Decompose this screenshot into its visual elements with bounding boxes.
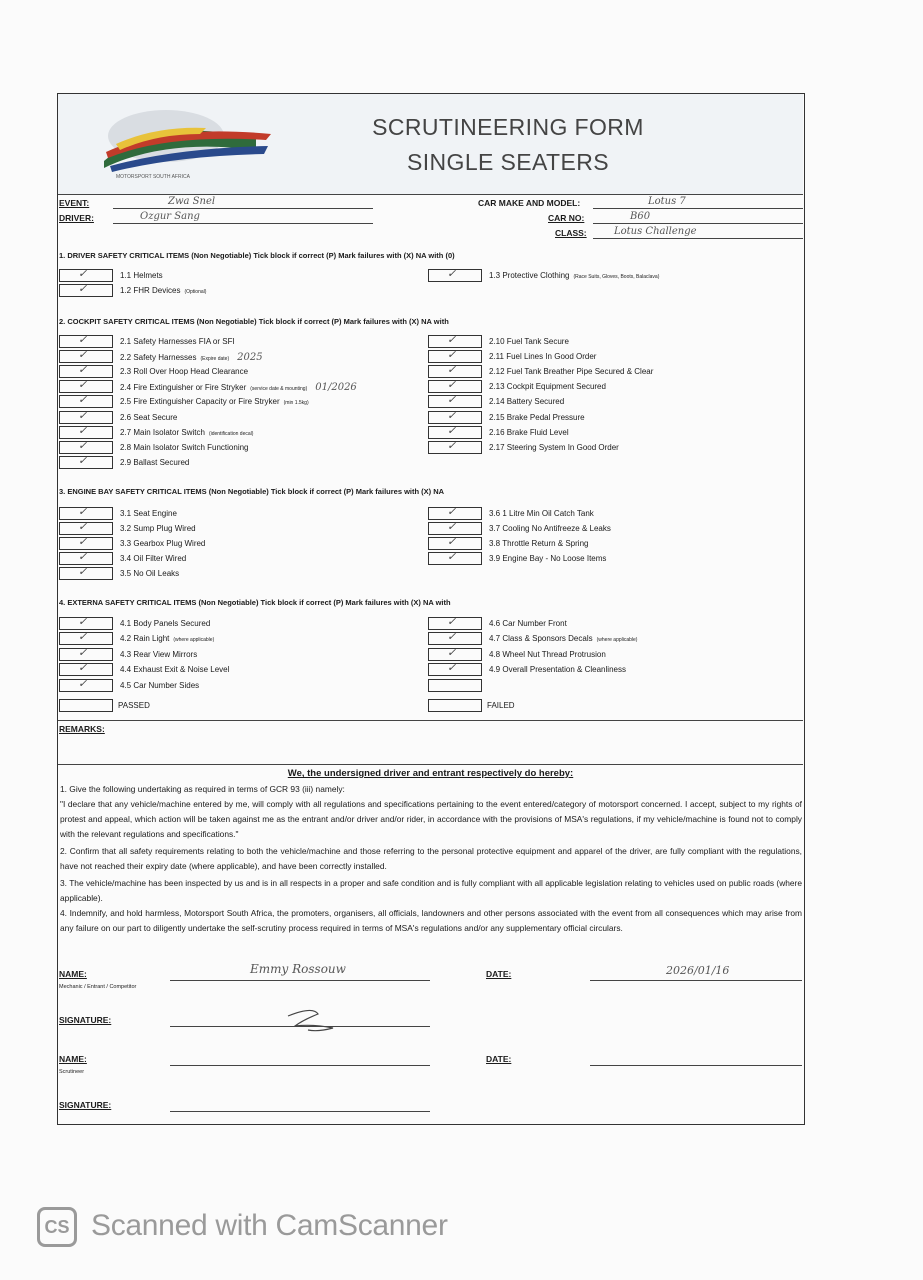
checklist-item-label (120, 650, 201, 659)
form-title-line1: SCRUTINEERING FORM (372, 114, 644, 140)
item-note: (Expire date) (200, 356, 230, 363)
check-mark-icon: ✓ (78, 409, 88, 422)
item-text: 3.3 Gearbox Plug Wired (120, 539, 206, 549)
car-no-label: CAR NO: (548, 213, 585, 223)
check-mark-icon: ✓ (78, 394, 88, 407)
car-make-field[interactable] (593, 208, 803, 209)
item-text: 2.4 Fire Extinguisher or Fire Stryker (120, 383, 247, 393)
checklist-item-label (489, 554, 610, 563)
checkbox-s3-left-4[interactable] (59, 567, 113, 580)
item-text: 2.17 Steering System In Good Order (489, 442, 619, 452)
signature-label: SIGNATURE: (59, 1015, 112, 1025)
checklist-item-label (120, 634, 214, 643)
item-note: (service date & mounting) (250, 386, 308, 393)
checkbox-s1-left-0[interactable] (59, 269, 113, 282)
check-mark-icon: ✓ (447, 551, 457, 564)
signature-mark (283, 1006, 343, 1036)
check-mark-icon: ✓ (78, 268, 88, 280)
item-text: 4.6 Car Number Front (489, 619, 567, 628)
checkbox-s4-right-2[interactable] (428, 648, 482, 661)
scrutineer-signature-label: SIGNATURE: (59, 1100, 112, 1110)
scrutineer-name-field[interactable] (170, 1065, 430, 1066)
checkbox-s2-right-6[interactable] (428, 426, 482, 439)
item-text: 2.2 Safety Harnesses (120, 353, 197, 363)
form-title-line2: SINGLE SEATERS (406, 149, 609, 175)
checkbox-s1-right-0[interactable] (428, 269, 482, 282)
section2-heading: 2. COCKPIT SAFETY CRITICAL ITEMS (Non Negotiable) Tick block if correct (P) Mark failures with (X) NA with (59, 317, 449, 326)
declaration-p2: "I declare that any vehicle/machine entered by me, will comply with all regulations and specifications pertaining to the event entered/category of motorsport concerned. I accept, subject to my rights of protest and appeal, which action will be taken against me as the entrant and/or driver and/or rider, in accordance with the provisions of MSA's regulations, if my vehicle/machine is found not to comply with the relevant regulations and specifications." (60, 799, 802, 839)
checklist-item-label (120, 619, 214, 628)
item-note: (Optional) (184, 289, 207, 295)
checklist-item-label (120, 382, 357, 393)
scrutineer-signature-field[interactable] (170, 1111, 430, 1112)
driver-label: DRIVER: (59, 213, 94, 223)
item-text: 3.9 Engine Bay - No Loose Items (489, 554, 607, 564)
check-mark-icon: ✓ (447, 394, 457, 407)
checkbox-s4-left-4[interactable] (59, 679, 113, 692)
check-mark-icon: ✓ (78, 454, 88, 467)
checkbox-s4-left-1[interactable] (59, 632, 113, 645)
checkbox-s2-right-1[interactable] (428, 350, 482, 363)
item-text: 2.16 Brake Fluid Level (489, 427, 569, 437)
section3-heading: 3. ENGINE BAY SAFETY CRITICAL ITEMS (Non Negotiable) Tick block if correct (P) Mark failures with (X) NA (59, 487, 445, 496)
car-no-field[interactable] (593, 223, 803, 224)
checklist-item-label (120, 681, 203, 690)
item-text: 3.6 1 Litre Min Oil Catch Tank (489, 509, 594, 518)
driver-value: Ozgur Sang (140, 211, 200, 222)
failed-box[interactable] (428, 699, 482, 712)
scrutineer-sublabel: Scrutineer (59, 1069, 85, 1075)
item-text: 4.9 Overall Presentation & Cleanliness (489, 665, 626, 675)
checklist-item-label (120, 352, 263, 363)
check-mark-icon: ✓ (447, 364, 457, 377)
event-label: EVENT: (59, 198, 90, 208)
checkbox-s4-right-4[interactable] (428, 679, 482, 692)
checkbox-s4-right-3[interactable] (428, 663, 482, 676)
check-mark-icon: ✓ (78, 379, 88, 392)
checkbox-s4-left-0[interactable] (59, 617, 113, 630)
checklist-item-label (489, 539, 592, 548)
checkbox-s2-left-0[interactable] (59, 335, 113, 348)
check-mark-icon: ✓ (447, 439, 457, 452)
item-text: 2.13 Cockpit Equipment Secured (489, 382, 606, 392)
checkbox-s2-left-7[interactable] (59, 441, 113, 454)
declaration-p4: 3. The vehicle/machine has been inspected by us and is in all respects in a proper and safe condition and is fully compliant with all applicable legislation relating to vehicles used on public roads (where applicable). (60, 878, 802, 903)
checkbox-s3-left-3[interactable] (59, 552, 113, 565)
checklist-item-label (489, 397, 568, 406)
checklist-item-label (489, 443, 623, 452)
item-note: (where applicable) (173, 637, 215, 644)
name-sublabel: Mechanic / Entrant / Competitor (59, 984, 137, 990)
car-make-value: Lotus 7 (648, 196, 686, 207)
declaration-p5: 4. Indemnify, and hold harmless, Motorsport South Africa, the promoters, organisers, all officials, landowners and other persons associated with the event from all consequences which may arise from any failure on our part to diligently undertake the self-scrutiny process required in terms of MSA's regulations and/or any supplementary official circulars. (60, 908, 802, 933)
checkbox-s4-right-0[interactable] (428, 617, 482, 630)
logo-text: MOTORSPORT SOUTH AFRICA (116, 174, 190, 180)
check-mark-icon: ✓ (447, 424, 457, 437)
item-text: 3.2 Sump Plug Wired (120, 524, 196, 534)
item-text: 2.6 Seat Secure (120, 412, 178, 422)
item-text: 4.4 Exhaust Exit & Noise Level (120, 665, 230, 675)
check-mark-icon: ✓ (78, 677, 88, 690)
checklist-item-label (489, 352, 600, 361)
passed-label: PASSED (118, 701, 150, 710)
check-mark-icon: ✓ (78, 536, 88, 549)
checkbox-s2-left-2[interactable] (59, 365, 113, 378)
checklist-item-label (120, 509, 181, 518)
item-text: 3.8 Throttle Return & Spring (489, 539, 589, 549)
item-text: 2.14 Battery Secured (489, 397, 565, 407)
passed-box[interactable] (59, 699, 113, 712)
item-text: 2.10 Fuel Tank Secure (489, 337, 569, 346)
item-text: 4.8 Wheel Nut Thread Protrusion (489, 649, 606, 659)
item-text: 3.1 Seat Engine (120, 509, 177, 518)
item-note: (where applicable) (596, 637, 638, 644)
msa-logo (96, 106, 276, 181)
item-text: 4.1 Body Panels Secured (120, 619, 211, 628)
checkbox-s2-left-4[interactable] (59, 395, 113, 408)
checklist-item-label (120, 665, 233, 674)
checklist-item-label (120, 428, 253, 437)
checkbox-s2-left-3[interactable] (59, 380, 113, 393)
check-mark-icon: ✓ (78, 364, 88, 377)
check-mark-icon: ✓ (447, 379, 457, 392)
checkbox-s3-left-1[interactable] (59, 522, 113, 535)
handwritten-date: 01/2026 (315, 382, 357, 394)
checklist-item-label (489, 524, 615, 533)
check-mark-icon: ✓ (78, 349, 88, 362)
check-mark-icon: ✓ (78, 551, 88, 564)
checklist-item-label (489, 428, 573, 437)
checklist-item-label (489, 337, 573, 346)
check-mark-icon: ✓ (447, 506, 457, 518)
car-make-label: CAR MAKE AND MODEL: (478, 198, 581, 208)
remarks-label: REMARKS: (59, 724, 105, 734)
declaration-p3: 2. Confirm that all safety requirements relating to both the vehicle/machine and those referring to the personal protective equipment and apparel of the driver, are fully compliant with the regulations, have not reached their expiry date (where applicable), and have been correctly installed. (60, 846, 802, 871)
check-mark-icon: ✓ (78, 662, 88, 675)
failed-label: FAILED (487, 701, 515, 710)
item-text: 2.8 Main Isolator Switch Functioning (120, 442, 249, 452)
check-mark-icon: ✓ (447, 349, 457, 362)
declaration-p1: 1. Give the following undertaking as required in terms of GCR 93 (iii) namely: (60, 784, 345, 794)
checklist-item-label (489, 271, 659, 280)
item-text: 3.5 No Oil Leaks (120, 569, 180, 579)
checkbox-s2-left-5[interactable] (59, 411, 113, 424)
item-note: (Race Suits, Gloves, Boots, Balaclava) (573, 274, 660, 280)
checkbox-s2-left-1[interactable] (59, 350, 113, 363)
checkbox-s4-left-3[interactable] (59, 663, 113, 676)
item-text: 4.3 Rear View Mirrors (120, 649, 198, 659)
form-header (58, 94, 803, 195)
checkbox-s4-left-2[interactable] (59, 648, 113, 661)
check-mark-icon: ✓ (447, 521, 457, 534)
scrutineer-name-label: NAME: (59, 1054, 87, 1064)
checkbox-s3-right-0[interactable] (428, 507, 482, 520)
item-text: 1.3 Protective Clothing (489, 271, 570, 280)
event-field[interactable] (113, 208, 373, 209)
date-label: DATE: (486, 969, 512, 979)
event-value: Zwa Snel (168, 196, 216, 207)
item-text: 2.12 Fuel Tank Breather Pipe Secured & Clear (489, 367, 654, 377)
checklist-item-label (489, 634, 637, 643)
checklist-item-label (120, 337, 239, 346)
check-mark-icon: ✓ (447, 334, 457, 346)
checkbox-s2-right-0[interactable] (428, 335, 482, 348)
section4-heading: 4. EXTERNA SAFETY CRITICAL ITEMS (Non Negotiable) Tick block if correct (P) Mark failures with (X) NA with (59, 598, 451, 607)
checklist-item-label (120, 554, 190, 563)
check-mark-icon: ✓ (78, 631, 88, 644)
checklist-item-label (489, 665, 630, 674)
checklist-item-label (489, 619, 571, 628)
checkbox-s4-right-1[interactable] (428, 632, 482, 645)
checklist-item-label (120, 458, 193, 467)
checkbox-s3-right-3[interactable] (428, 552, 482, 565)
item-text: 4.5 Car Number Sides (120, 680, 200, 690)
checkbox-s3-left-2[interactable] (59, 537, 113, 550)
name-label: NAME: (59, 969, 87, 979)
item-note: (min 1.5kg) (283, 400, 309, 407)
checkbox-s3-right-2[interactable] (428, 537, 482, 550)
checklist-item-label (489, 509, 598, 518)
driver-field[interactable] (113, 223, 373, 224)
checklist-item-label (120, 569, 183, 578)
checklist-item-label (489, 681, 493, 690)
divider (58, 720, 803, 721)
item-text: 2.9 Ballast Secured (120, 457, 190, 467)
name-field[interactable] (170, 980, 430, 981)
car-no-value: B60 (630, 211, 651, 222)
item-text: 2.5 Fire Extinguisher Capacity or Fire Stryker (120, 397, 280, 407)
checklist-item-label (120, 397, 309, 406)
camscanner-text: Scanned with CamScanner (91, 1209, 448, 1242)
class-value: Lotus Challenge (614, 226, 697, 237)
handwritten-date: 2025 (237, 352, 263, 364)
declaration-title: We, the undersigned driver and entrant respectively do hereby: (287, 768, 574, 779)
checklist-item-label (120, 443, 253, 452)
divider (58, 764, 803, 765)
checkbox-s2-left-8[interactable] (59, 456, 113, 469)
declaration-text (60, 782, 802, 936)
checklist-item-label (489, 413, 589, 422)
check-mark-icon: ✓ (78, 424, 88, 437)
item-text: 2.15 Brake Pedal Pressure (489, 412, 585, 422)
name-value: Emmy Rossouw (250, 962, 346, 976)
item-text: 2.1 Safety Harnesses FIA or SFI (120, 337, 235, 346)
checklist-item-label (120, 524, 200, 533)
check-mark-icon: ✓ (447, 409, 457, 422)
check-mark-icon: ✓ (78, 334, 88, 346)
item-text: 2.7 Main Isolator Switch (120, 427, 205, 437)
section1-heading: 1. DRIVER SAFETY CRITICAL ITEMS (Non Negotiable) Tick block if correct (P) Mark failures with (X) NA with (0) (59, 251, 455, 260)
scrutineering-form (57, 93, 805, 1125)
checkbox-s3-right-1[interactable] (428, 522, 482, 535)
camscanner-icon: CS (37, 1207, 77, 1247)
scrutineer-date-field[interactable] (590, 1065, 802, 1066)
check-mark-icon: ✓ (447, 536, 457, 549)
item-note: (identification decal) (208, 430, 254, 437)
item-text: 1.2 FHR Devices (120, 286, 181, 295)
item-text: 4.2 Rain Light (120, 634, 170, 644)
item-text: 1.1 Helmets (120, 271, 163, 280)
check-mark-icon: ✓ (447, 646, 457, 659)
checkbox-s2-right-2[interactable] (428, 365, 482, 378)
checkbox-s2-right-7[interactable] (428, 441, 482, 454)
check-mark-icon: ✓ (78, 566, 88, 579)
checklist-item-label (120, 286, 206, 295)
checklist-item-label (120, 271, 167, 280)
checklist-item-label (120, 367, 252, 376)
checklist-item-label (489, 650, 610, 659)
checklist-item-label (489, 367, 657, 376)
checklist-item-label (489, 382, 610, 391)
check-mark-icon: ✓ (78, 521, 88, 534)
check-mark-icon: ✓ (78, 616, 88, 628)
check-mark-icon: ✓ (78, 506, 88, 518)
checkbox-s3-left-0[interactable] (59, 507, 113, 520)
item-text: 2.11 Fuel Lines In Good Order (489, 352, 597, 362)
date-value: 2026/01/16 (666, 964, 730, 977)
checkbox-s2-right-5[interactable] (428, 411, 482, 424)
item-text: 2.3 Roll Over Hoop Head Clearance (120, 367, 249, 377)
check-mark-icon: ✓ (447, 616, 457, 628)
checkbox-s2-left-6[interactable] (59, 426, 113, 439)
item-text: 4.7 Class & Sponsors Decals (489, 634, 593, 644)
checkbox-s2-right-3[interactable] (428, 380, 482, 393)
check-mark-icon: ✓ (78, 283, 88, 295)
checklist-item-label (120, 413, 181, 422)
item-text: 3.4 Oil Filter Wired (120, 554, 187, 564)
checkbox-s1-left-1[interactable] (59, 284, 113, 297)
item-text: 3.7 Cooling No Antifreeze & Leaks (489, 524, 611, 534)
check-mark-icon: ✓ (447, 662, 457, 675)
date-field[interactable] (590, 980, 802, 981)
check-mark-icon: ✓ (447, 268, 457, 280)
check-mark-icon: ✓ (78, 439, 88, 452)
checklist-item-label (120, 539, 209, 548)
class-field[interactable] (593, 238, 803, 239)
class-label: CLASS: (555, 228, 587, 238)
check-mark-icon: ✓ (78, 646, 88, 659)
check-mark-icon: ✓ (447, 631, 457, 644)
scrutineer-date-label: DATE: (486, 1054, 512, 1064)
checkbox-s2-right-4[interactable] (428, 395, 482, 408)
